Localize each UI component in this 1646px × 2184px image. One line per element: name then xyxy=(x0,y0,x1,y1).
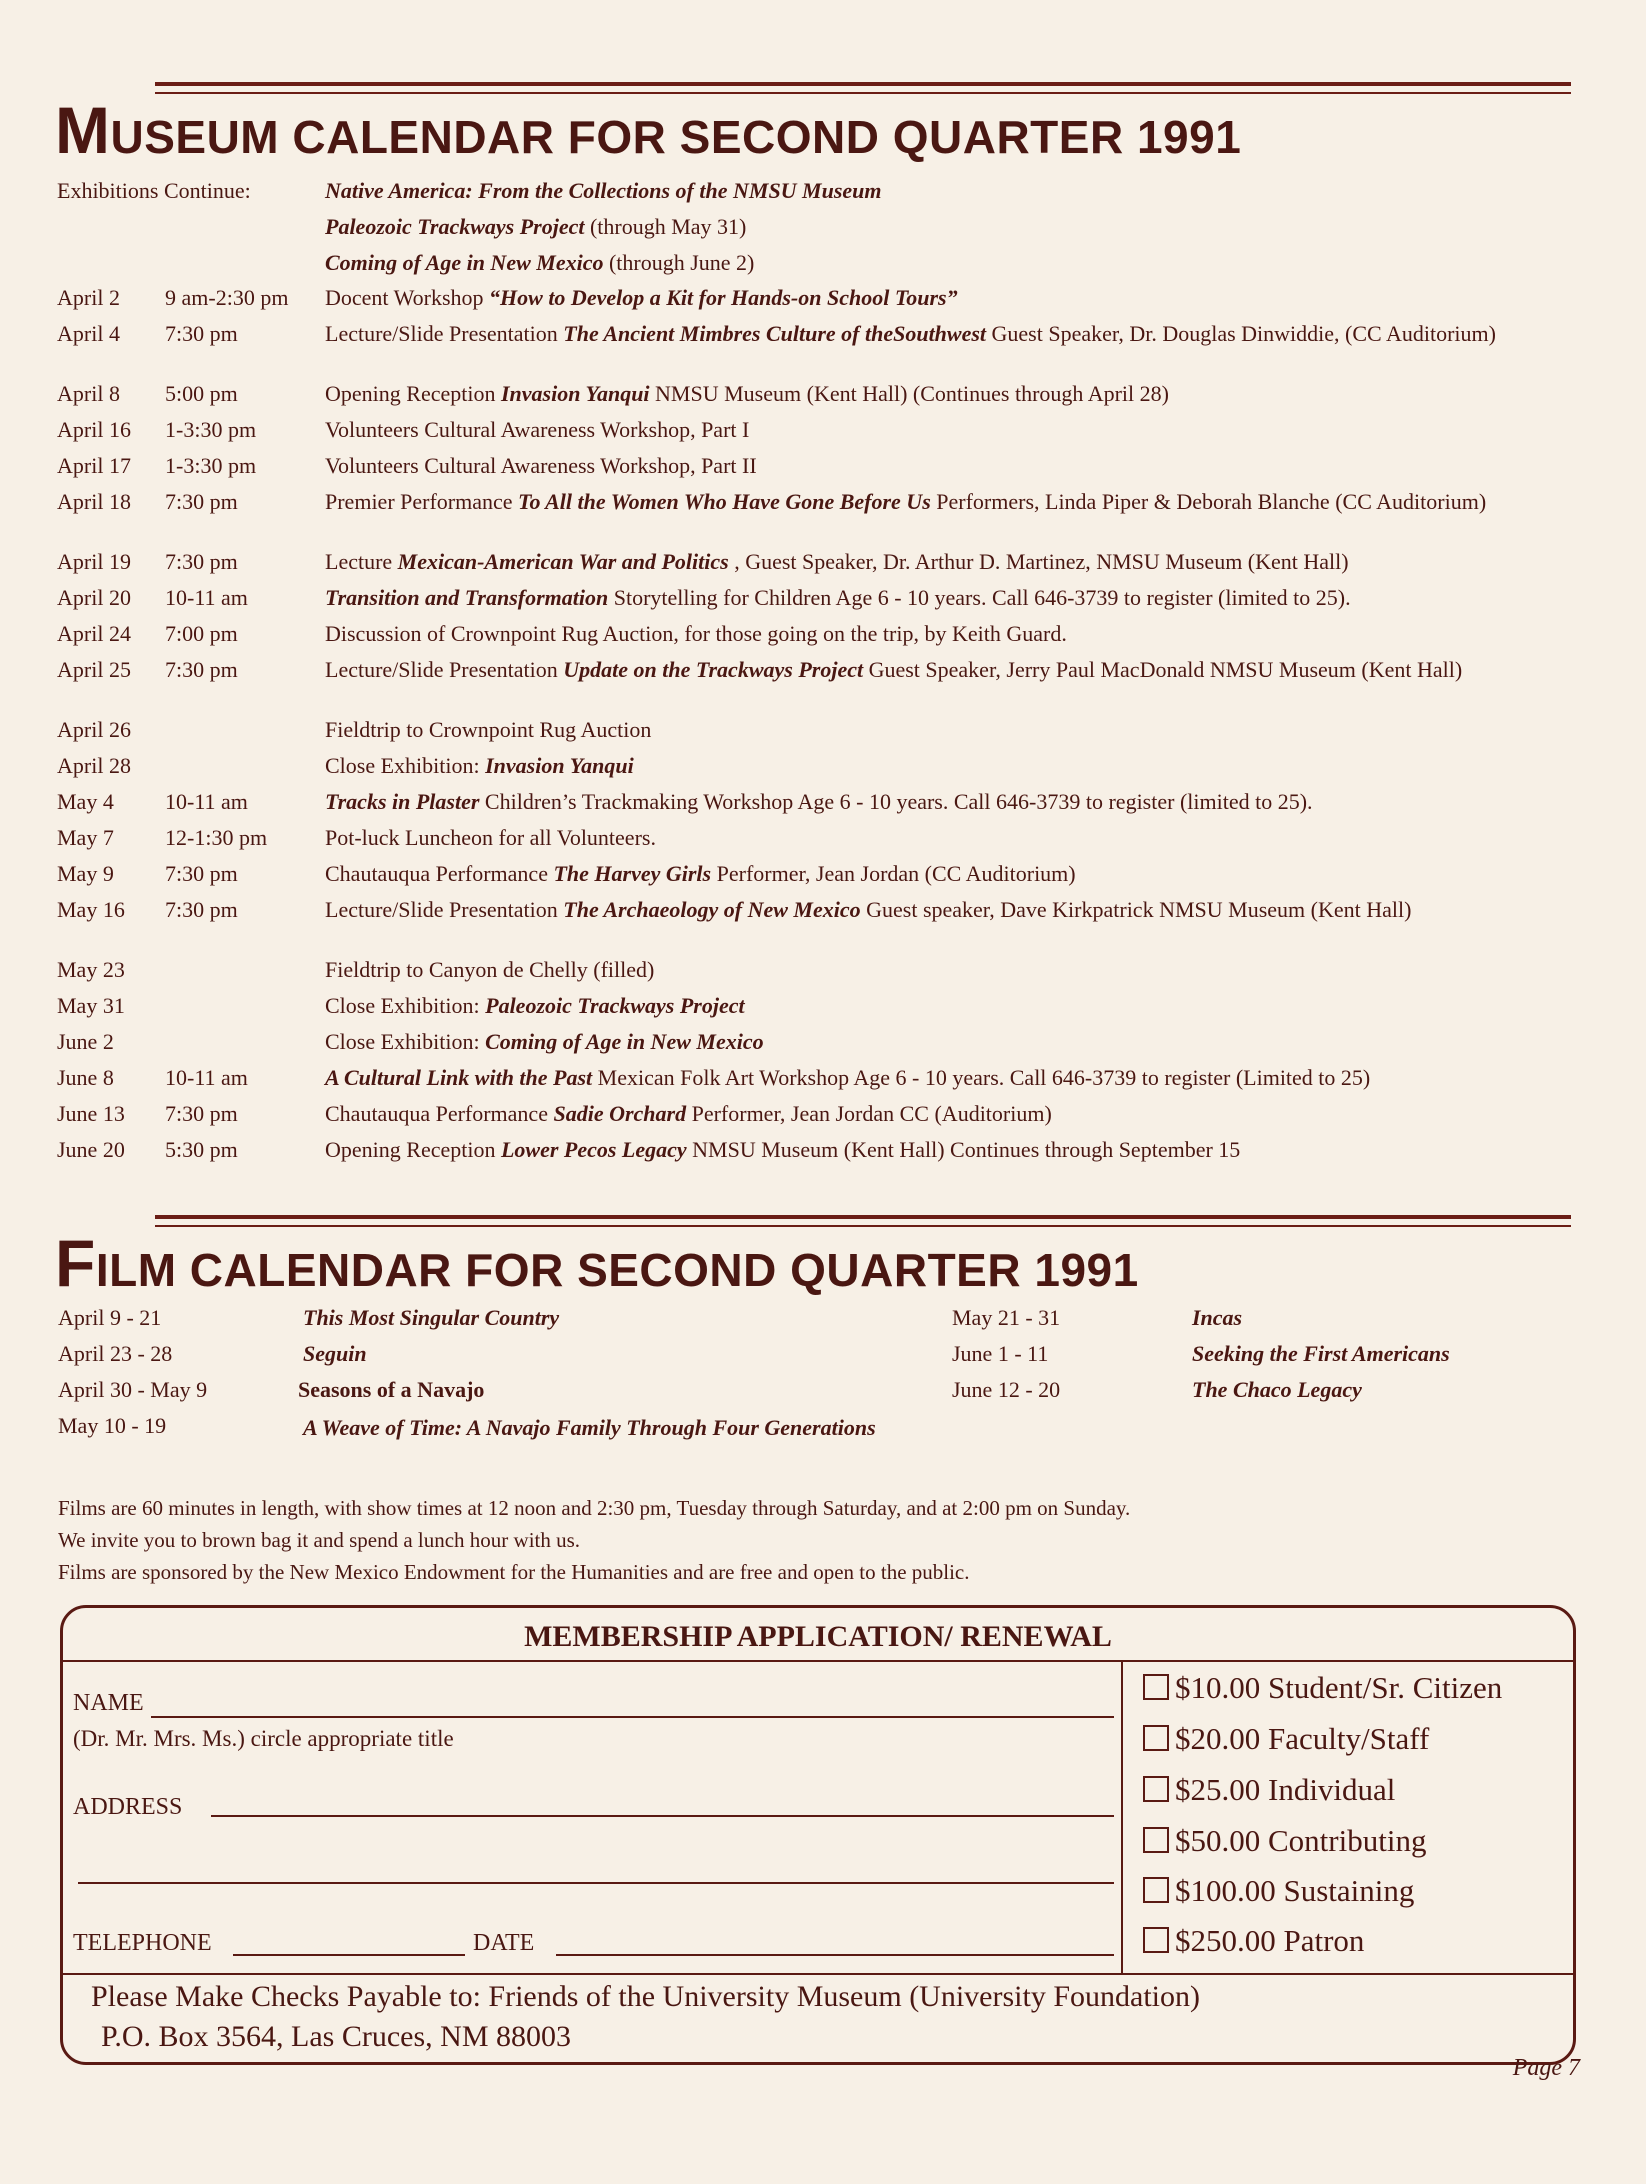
event-time: 1-3:30 pm xyxy=(165,453,257,478)
event-date: June 20 xyxy=(57,1137,125,1162)
film-note: Films are sponsored by the New Mexico Endowment for the Humanities and are free and open to the public. xyxy=(58,1560,970,1584)
event-time: 5:30 pm xyxy=(165,1137,238,1162)
event-date: June 8 xyxy=(57,1065,114,1090)
event-description xyxy=(325,717,1577,743)
event-text: Chautauqua Performance xyxy=(325,861,554,886)
telephone-label: TELEPHONE xyxy=(73,1930,212,1956)
event-description xyxy=(325,1065,1577,1091)
event-title: The Harvey Girls xyxy=(553,861,712,886)
event-time: 12-1:30 pm xyxy=(165,825,268,850)
option-faculty[interactable]: $20.00 Faculty/Staff xyxy=(1143,1721,1429,1757)
event-row xyxy=(57,549,1577,585)
event-text: Volunteers Cultural Awareness Workshop, Part II xyxy=(325,453,757,478)
event-date: April 19 xyxy=(57,549,131,574)
event-description xyxy=(325,861,1577,887)
option-individual[interactable]: $25.00 Individual xyxy=(1143,1772,1395,1808)
event-date: April 24 xyxy=(57,621,131,646)
event-description xyxy=(325,993,1577,1019)
event-date: June 2 xyxy=(57,1029,114,1054)
event-text: Mexican Folk Art Workshop Age 6 - 10 years. Call 646-3739 to register (Limited to 25) xyxy=(592,1065,1371,1090)
date-field[interactable] xyxy=(556,1954,1114,1956)
event-text: Performer, Jean Jordan (CC Auditorium) xyxy=(711,861,1076,886)
event-row xyxy=(57,993,1577,1029)
event-time: 7:00 pm xyxy=(165,621,238,646)
event-text: Fieldtrip to Crownpoint Rug Auction xyxy=(325,717,652,742)
museum-heading-rest: USEUM CALENDAR FOR SECOND QUARTER 1991 xyxy=(110,111,1242,163)
event-row xyxy=(57,753,1577,789)
exhibition-item: Paleozoic Trackways Project (through May 31) xyxy=(325,214,747,239)
event-text: Performers, Linda Piper & Deborah Blanche (CC Auditorium) xyxy=(930,489,1487,514)
event-text: Performer, Jean Jordan CC (Auditorium) xyxy=(686,1101,1052,1126)
event-description xyxy=(325,489,1577,515)
address-label: ADDRESS xyxy=(73,1794,183,1820)
event-time: 7:30 pm xyxy=(165,897,238,922)
event-row xyxy=(57,861,1577,897)
event-date: April 28 xyxy=(57,753,131,778)
event-description xyxy=(325,585,1577,611)
event-text: Close Exhibition: xyxy=(325,993,486,1018)
event-row xyxy=(57,789,1577,825)
event-description xyxy=(325,453,1577,479)
event-description xyxy=(325,1029,1577,1055)
event-time: 10-11 am xyxy=(165,789,248,814)
exhibition-item: Coming of Age in New Mexico (through June 2) xyxy=(325,250,755,275)
event-text: Volunteers Cultural Awareness Workshop, Part I xyxy=(325,417,750,442)
film-item: May 10 - 19 A Weave of Time: A Navajo Family Through Four Generations xyxy=(58,1413,876,1440)
event-text: Chautauqua Performance xyxy=(325,1101,554,1126)
event-title: The Ancient Mimbres Culture of theSouthwest xyxy=(563,321,987,346)
event-text: Premier Performance xyxy=(325,489,519,514)
checkbox[interactable] xyxy=(1143,1877,1169,1903)
event-text: Lecture/Slide Presentation xyxy=(325,657,564,682)
event-time: 7:30 pm xyxy=(165,657,238,682)
event-text: Discussion of Crownpoint Rug Auction, for those going on the trip, by Keith Guard. xyxy=(325,621,1067,646)
event-title: To All the Women Who Have Gone Before Us xyxy=(518,489,931,514)
event-row xyxy=(57,621,1577,657)
event-time: 9 am-2:30 pm xyxy=(165,285,289,310)
event-time: 7:30 pm xyxy=(165,861,238,886)
event-row xyxy=(57,957,1577,993)
event-description xyxy=(325,753,1577,779)
telephone-field[interactable] xyxy=(233,1954,465,1956)
event-time: 1-3:30 pm xyxy=(165,417,257,442)
event-date: April 2 xyxy=(57,285,120,310)
event-row xyxy=(57,321,1577,381)
event-description xyxy=(325,1137,1577,1163)
checkbox[interactable] xyxy=(1143,1827,1169,1853)
event-row xyxy=(57,717,1577,753)
address-field[interactable] xyxy=(211,1815,1114,1817)
date-label: DATE xyxy=(473,1930,535,1956)
exhibitions-label: Exhibitions Continue: xyxy=(57,178,251,203)
checkbox[interactable] xyxy=(1143,1674,1169,1700)
option-student[interactable]: $10.00 Student/Sr. Citizen xyxy=(1143,1670,1502,1706)
museum-top-rule xyxy=(155,82,1571,86)
event-title: Sadie Orchard xyxy=(553,1101,687,1126)
event-time: 7:30 pm xyxy=(165,549,238,574)
event-text: Docent Workshop xyxy=(325,285,490,310)
membership-footer-divider xyxy=(63,1973,1573,1975)
name-label: NAME xyxy=(73,1690,144,1716)
event-text: Close Exhibition: xyxy=(325,753,486,778)
option-patron[interactable]: $250.00 Patron xyxy=(1143,1923,1364,1959)
checkbox[interactable] xyxy=(1143,1927,1169,1953)
event-title: Invasion Yanqui xyxy=(485,753,634,778)
event-description xyxy=(325,621,1577,647)
event-date: May 16 xyxy=(57,897,125,922)
membership-title-divider xyxy=(63,1660,1573,1662)
event-text: Guest Speaker, Jerry Paul MacDonald NMSU Museum (Kent Hall) xyxy=(863,657,1463,682)
event-description xyxy=(325,657,1577,683)
event-title: The Archaeology of New Mexico xyxy=(563,897,861,922)
event-text: Pot-luck Luncheon for all Volunteers. xyxy=(325,825,656,850)
event-date: April 18 xyxy=(57,489,131,514)
event-date: May 31 xyxy=(57,993,125,1018)
membership-title: MEMBERSHIP APPLICATION/ RENEWAL xyxy=(524,1620,1112,1653)
film-notes xyxy=(58,1492,1130,1588)
event-title: Coming of Age in New Mexico xyxy=(485,1029,764,1054)
film-item: June 12 - 20 The Chaco Legacy xyxy=(952,1377,1362,1402)
film-calendar-heading xyxy=(55,1225,1139,1301)
mailing-address: P.O. Box 3564, Las Cruces, NM 88003 xyxy=(101,2020,571,2053)
event-title: Invasion Yanqui xyxy=(500,381,650,406)
film-list-right xyxy=(952,1305,1572,1413)
event-row xyxy=(57,585,1577,621)
option-sustaining[interactable]: $100.00 Sustaining xyxy=(1143,1873,1414,1909)
event-row xyxy=(57,1137,1577,1173)
event-row xyxy=(57,453,1577,489)
event-date: April 17 xyxy=(57,453,131,478)
event-text: NMSU Museum (Kent Hall) (Continues through April 28) xyxy=(649,381,1169,406)
event-title: Tracks in Plaster xyxy=(325,789,480,814)
event-description xyxy=(325,549,1577,575)
event-title: “How to Develop a Kit for Hands-on School Tours” xyxy=(489,285,958,310)
checkbox[interactable] xyxy=(1143,1725,1169,1751)
event-title: Update on the Trackways Project xyxy=(563,657,864,682)
film-item: April 30 - May 9 Seasons of a Navajo xyxy=(58,1377,485,1402)
event-row xyxy=(57,897,1577,957)
event-description xyxy=(325,825,1577,851)
event-row xyxy=(57,825,1577,861)
event-text: Lecture/Slide Presentation xyxy=(325,897,564,922)
checkbox[interactable] xyxy=(1143,1776,1169,1802)
event-row xyxy=(57,1101,1577,1137)
event-date: May 9 xyxy=(57,861,114,886)
event-text: Opening Reception xyxy=(325,1137,501,1162)
event-row xyxy=(57,657,1577,717)
event-description xyxy=(325,1101,1577,1127)
event-row xyxy=(57,417,1577,453)
event-row xyxy=(57,1065,1577,1101)
event-text: Guest Speaker, Dr. Douglas Dinwiddie, (CC Auditorium) xyxy=(986,321,1496,346)
event-time: 7:30 pm xyxy=(165,321,238,346)
film-item: April 9 - 21 This Most Singular Country xyxy=(58,1305,560,1330)
event-description xyxy=(325,789,1577,815)
option-contributing[interactable]: $50.00 Contributing xyxy=(1143,1823,1426,1859)
event-description xyxy=(325,285,1577,311)
event-text: Lecture/Slide Presentation xyxy=(325,321,564,346)
membership-form xyxy=(60,1605,1576,2065)
event-row xyxy=(57,285,1577,321)
film-heading-rest: ILM CALENDAR FOR SECOND QUARTER 1991 xyxy=(95,1244,1139,1296)
museum-events-list xyxy=(57,285,1577,1173)
page-number: Page 7 xyxy=(1512,2055,1580,2081)
event-text: Lecture xyxy=(325,549,398,574)
film-list-left xyxy=(58,1305,878,1477)
event-description xyxy=(325,897,1577,923)
event-date: May 7 xyxy=(57,825,114,850)
event-date: April 8 xyxy=(57,381,120,406)
event-date: April 4 xyxy=(57,321,120,346)
film-note: Films are 60 minutes in length, with show times at 12 noon and 2:30 pm, Tuesday through Saturday, and at 2:00 pm on Sunday. xyxy=(58,1496,1131,1520)
event-title: A Cultural Link with the Past xyxy=(325,1065,593,1090)
film-top-rule xyxy=(155,1215,1571,1219)
event-row xyxy=(57,381,1577,417)
event-title: Paleozoic Trackways Project xyxy=(485,993,745,1018)
event-date: April 26 xyxy=(57,717,131,742)
name-field[interactable] xyxy=(151,1716,1114,1718)
museum-heading-initial: M xyxy=(55,93,111,167)
event-date: May 4 xyxy=(57,789,114,814)
event-text: Fieldtrip to Canyon de Chelly (filled) xyxy=(325,957,655,982)
event-time: 7:30 pm xyxy=(165,1101,238,1126)
event-text: Children’s Trackmaking Workshop Age 6 - 10 years. Call 646-3739 to register (limited to 25). xyxy=(479,789,1313,814)
event-date: June 13 xyxy=(57,1101,125,1126)
event-row xyxy=(57,1029,1577,1065)
event-text: Guest speaker, Dave Kirkpatrick NMSU Museum (Kent Hall) xyxy=(860,897,1412,922)
address-field-line2[interactable] xyxy=(78,1882,1114,1884)
film-item: May 21 - 31 Incas xyxy=(952,1305,1243,1330)
title-hint: (Dr. Mr. Mrs. Ms.) circle appropriate title xyxy=(73,1726,454,1751)
event-text: NMSU Museum (Kent Hall) Continues through September 15 xyxy=(686,1137,1241,1162)
event-row xyxy=(57,489,1577,549)
event-text: Storytelling for Children Age 6 - 10 years. Call 646-3739 to register (limited to 25). xyxy=(608,585,1351,610)
event-text: Close Exhibition: xyxy=(325,1029,486,1054)
exhibition-item: Native America: From the Collections of the NMSU Museum xyxy=(325,178,882,203)
membership-column-divider xyxy=(1121,1660,1123,1973)
event-date: April 20 xyxy=(57,585,131,610)
event-description xyxy=(325,957,1577,983)
event-time: 5:00 pm xyxy=(165,381,238,406)
event-title: Lower Pecos Legacy xyxy=(500,1137,687,1162)
event-time: 7:30 pm xyxy=(165,489,238,514)
event-description xyxy=(325,417,1577,443)
film-item: April 23 - 28 Seguin xyxy=(58,1341,367,1366)
film-heading-initial: F xyxy=(55,1226,96,1300)
event-description xyxy=(325,321,1577,347)
film-item: June 1 - 11 Seeking the First Americans xyxy=(952,1341,1450,1366)
event-date: April 16 xyxy=(57,417,131,442)
event-time: 10-11 am xyxy=(165,585,248,610)
event-time: 10-11 am xyxy=(165,1065,248,1090)
event-text: Opening Reception xyxy=(325,381,501,406)
film-note: We invite you to brown bag it and spend a lunch hour with us. xyxy=(58,1528,581,1552)
museum-calendar-heading xyxy=(55,92,1241,168)
event-title: Transition and Transformation xyxy=(325,585,609,610)
event-date: May 23 xyxy=(57,957,125,982)
event-title: Mexican-American War and Politics xyxy=(397,549,729,574)
event-description xyxy=(325,381,1577,407)
event-text: , Guest Speaker, Dr. Arthur D. Martinez, NMSU Museum (Kent Hall) xyxy=(728,549,1349,574)
payable-line: Please Make Checks Payable to: Friends of the University Museum (University Foundation) xyxy=(91,1980,1200,2013)
event-date: April 25 xyxy=(57,657,131,682)
